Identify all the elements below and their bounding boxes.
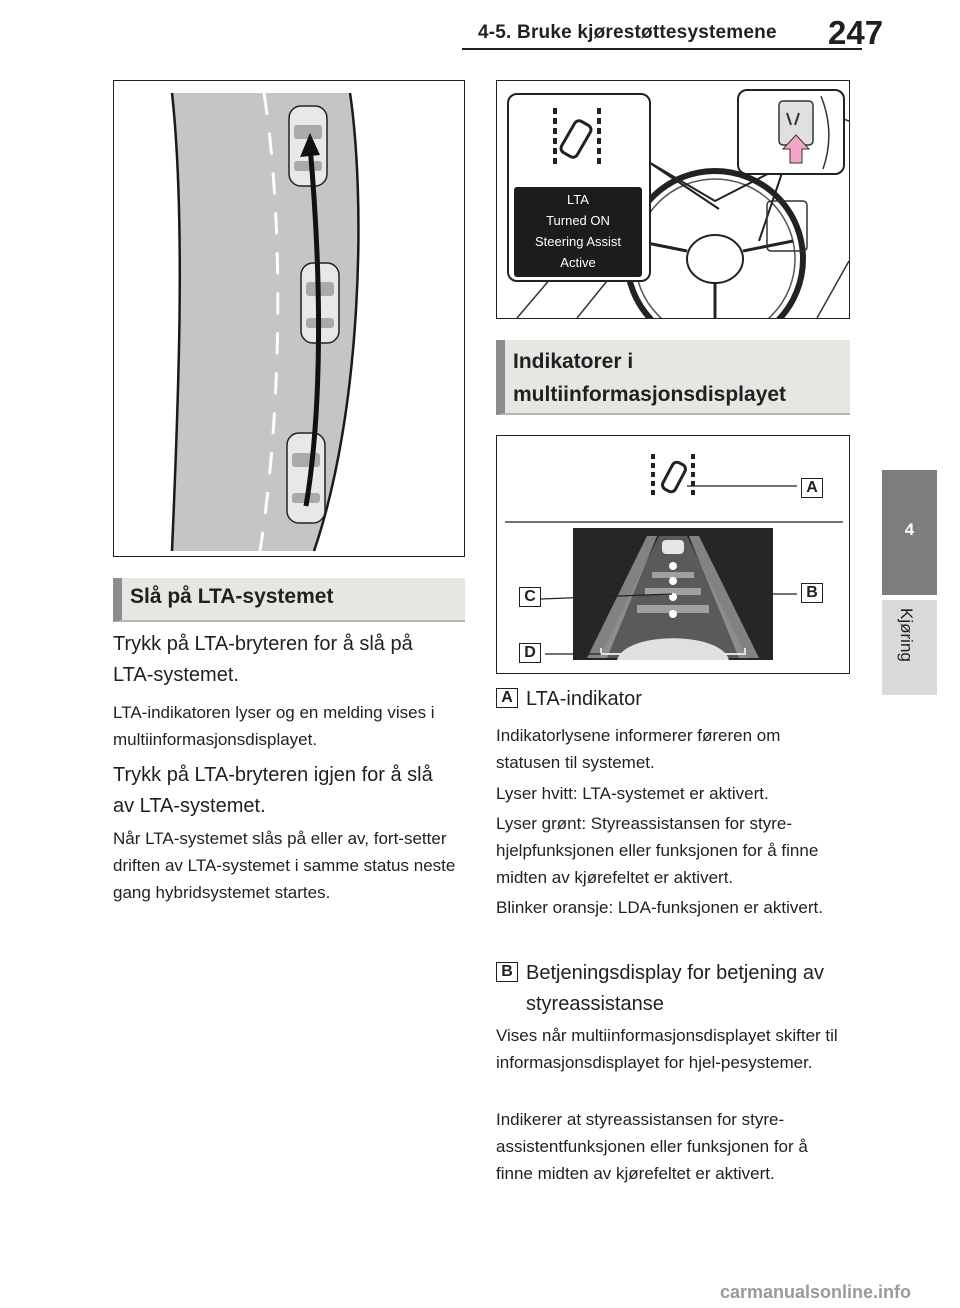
road-lane-figure [113, 80, 465, 557]
item-b-indication: Indikerer at styreassistansen for styre-assistentfunksjonen eller funksjonen for å finne midten av kjørefeltet er aktivert. [496, 1110, 808, 1183]
message-line-3: Steering Assist [535, 234, 621, 249]
note-status-persistence: Når LTA-systemet slås på eller av, fort-setter driften av LTA-systemet i samme status neste gang hybridsystemet startes. [113, 829, 456, 902]
page-number: 247 [828, 14, 884, 51]
item-b-marker: B [496, 962, 518, 982]
section-heading-indicators [496, 340, 850, 415]
callout-d: D [519, 643, 541, 663]
section-title: Indikatorer i multiinformasjonsdisplayet [513, 350, 787, 406]
item-b-description: Vises når multiinformasjonsdisplayet skifter til informasjonsdisplayet for hjel-pesystemer. [496, 1026, 838, 1072]
note-indicator-lights: LTA-indikatoren lyser og en melding vises i multiinformasjonsdisplayet. [113, 703, 435, 749]
multi-info-display-figure [496, 435, 850, 674]
item-a-description: Indikatorlysene informerer føreren om statusen til systemet. [496, 726, 781, 772]
section-title: Slå på LTA-systemet [130, 585, 334, 608]
instruction-turn-on: Trykk på LTA-bryteren for å slå på LTA-systemet. [113, 633, 413, 686]
chapter-label-tab [882, 600, 937, 695]
road-illustration [114, 81, 464, 556]
item-a-orange-status: Blinker oransje: LDA-funksjonen er aktivert. [496, 898, 823, 917]
lta-message-screen [514, 187, 642, 277]
message-line-2: Turned ON [546, 213, 610, 228]
chapter-tab [882, 470, 937, 595]
instruction-turn-off: Trykk på LTA-bryteren igjen for å slå av LTA-systemet. [113, 764, 433, 817]
section-heading-activate-lta [113, 578, 465, 622]
item-a-marker: A [496, 688, 518, 708]
item-a-white-status: Lyser hvitt: LTA-systemet er aktivert. [496, 784, 769, 803]
switch-callout [737, 89, 845, 175]
header-divider [462, 48, 862, 50]
item-a-green-status: Lyser grønt: Styreassistansen for styre-hjelpfunksjonen eller funksjonen for å finne midten av kjørefeltet er aktivert. [496, 814, 819, 887]
display-callout [507, 93, 651, 282]
message-line-4: Active [560, 255, 596, 270]
chapter-section-title: 4-5. Bruke kjørestøttesystemene [478, 22, 777, 43]
display-illustration [497, 436, 849, 673]
item-a-title: LTA-indikator [526, 688, 642, 710]
lta-switch-illustration [739, 91, 843, 173]
callout-a: A [801, 478, 823, 498]
chapter-number: 4 [904, 520, 915, 539]
site-watermark: carmanualsonline.info [720, 1282, 912, 1302]
lta-indicator-symbol [653, 454, 693, 498]
message-line-1: LTA [567, 192, 589, 207]
callout-c: C [519, 587, 541, 607]
car-bottom [287, 433, 325, 523]
callout-b: B [801, 583, 823, 603]
lta-indicator-icon [547, 103, 607, 173]
item-b-title: Betjeningsdisplay for betjening av styreassistanse [526, 962, 824, 1015]
chapter-label: Kjøring [897, 608, 916, 662]
dashboard-figure [496, 80, 850, 319]
